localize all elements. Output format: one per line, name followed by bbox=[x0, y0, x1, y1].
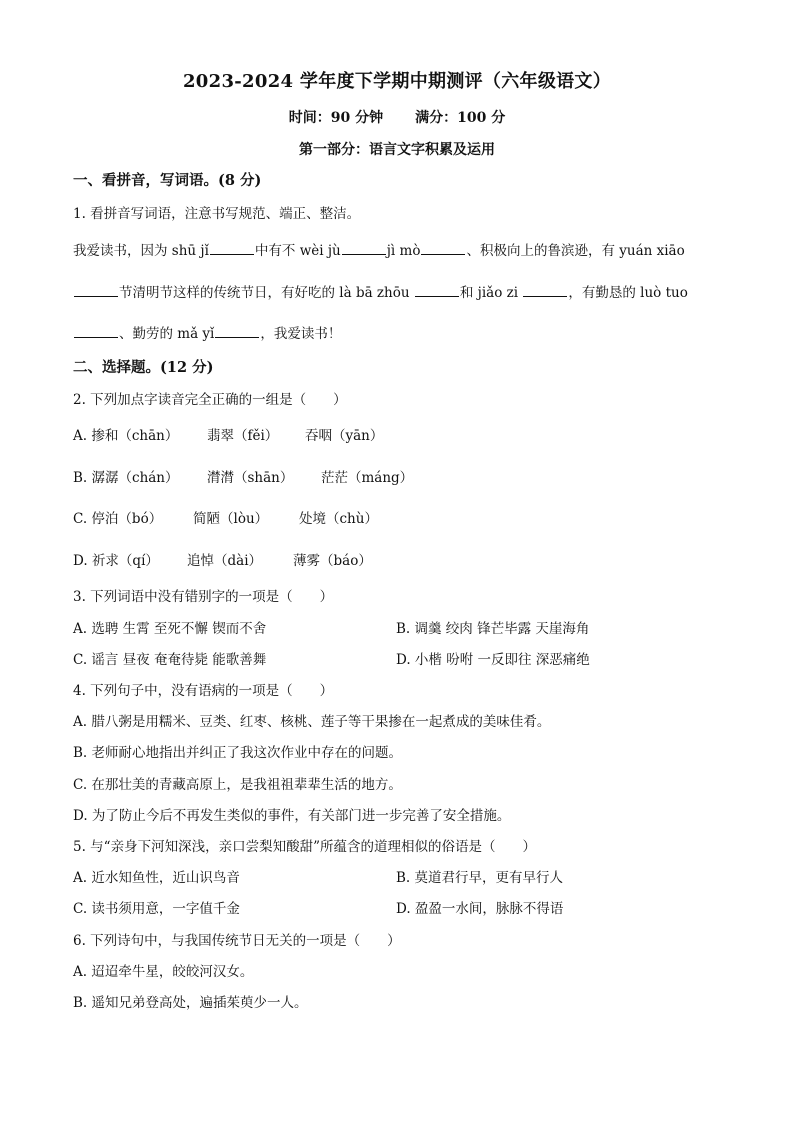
answer-blank[interactable] bbox=[210, 241, 254, 255]
q6-option-b[interactable]: B. 遥知兄弟登高处，遍插茱萸少一人。 bbox=[73, 995, 308, 1011]
q5-stem: 5. 与“亲身下河知深浅，亲口尝梨知酸甜”所蕴含的道理相似的俗语是（ ） bbox=[73, 839, 536, 855]
q3-option-b[interactable]: B. 调羹 绞肉 锋芒毕露 天崖海角 bbox=[396, 621, 590, 637]
q1-line2 bbox=[73, 283, 688, 302]
exam-score: 满分：100 分 bbox=[415, 110, 506, 126]
q3-option-a[interactable]: A. 选聘 生霄 至死不懈 锲而不舍 bbox=[73, 621, 267, 637]
q1-line3-text1: 、勤劳的 mǎ yǐ bbox=[119, 326, 215, 342]
q1-line1-text3: jì mò bbox=[386, 243, 421, 259]
q1-stem: 1. 看拼音写词语，注意书写规范、端正、整洁。 bbox=[73, 206, 361, 222]
q6-option-a[interactable]: A. 迢迢牵牛星，皎皎河汉女。 bbox=[73, 964, 254, 980]
q1-line1-text2: 中有不 wèi jù bbox=[254, 243, 341, 259]
q2-a-3: 吞咽（yān） bbox=[305, 428, 384, 444]
q2-option-b[interactable] bbox=[73, 469, 413, 487]
section1-heading: 一、看拼音，写词语。(8 分) bbox=[73, 172, 262, 189]
q2-a-2: 翡翠（fěi） bbox=[207, 428, 279, 444]
q4-stem: 4. 下列句子中，没有语病的一项是（ ） bbox=[73, 683, 334, 699]
answer-blank[interactable] bbox=[421, 241, 465, 255]
exam-time: 时间：90 分钟 bbox=[288, 110, 384, 126]
q3-option-d[interactable]: D. 小楷 吩咐 一反即往 深恶痛绝 bbox=[396, 652, 590, 668]
q2-c-1: C. 停泊（bó） bbox=[73, 511, 163, 527]
q2-b-1: B. 潺潺（chán） bbox=[73, 470, 179, 486]
q4-option-b[interactable]: B. 老师耐心地指出并纠正了我这次作业中存在的问题。 bbox=[73, 745, 403, 761]
q2-option-c[interactable] bbox=[73, 510, 378, 528]
q1-line1-text4: 、积极向上的鲁滨逊，有 yuán xiāo bbox=[466, 243, 685, 259]
q1-line3-text2: ，我爱读书！ bbox=[260, 326, 342, 342]
q1-line2-text2: 和 jiǎo zi bbox=[459, 285, 519, 301]
q2-b-2: 潸潸（shān） bbox=[207, 470, 294, 486]
q2-a-1: A. 掺和（chān） bbox=[73, 428, 179, 444]
q2-d-3: 薄雾（báo） bbox=[293, 553, 372, 569]
q1-line1 bbox=[73, 241, 685, 260]
q5-option-a[interactable]: A. 近水知鱼性，近山识鸟音 bbox=[73, 870, 240, 886]
q4-option-d[interactable]: D. 为了防止今后不再发生类似的事件，有关部门进一步完善了安全措施。 bbox=[73, 808, 511, 824]
answer-blank[interactable] bbox=[74, 324, 118, 338]
answer-blank[interactable] bbox=[74, 283, 118, 297]
q2-c-2: 简陋（lòu） bbox=[193, 511, 269, 527]
exam-title: 2023-2024 学年度下学期中期测评（六年级语文） bbox=[182, 71, 612, 92]
section2-heading: 二、选择题。(12 分) bbox=[73, 359, 214, 376]
q1-line2-text1: 节清明节这样的传统节日，有好吃的 là bā zhōu bbox=[119, 285, 410, 301]
answer-blank[interactable] bbox=[415, 283, 459, 297]
q4-option-a[interactable]: A. 腊八粥是用糯米、豆类、红枣、核桃、莲子等干果掺在一起煮成的美味佳肴。 bbox=[73, 714, 551, 730]
q5-option-b[interactable]: B. 莫道君行早，更有早行人 bbox=[396, 870, 564, 886]
answer-blank[interactable] bbox=[523, 283, 567, 297]
q2-c-3: 处境（chù） bbox=[299, 511, 378, 527]
q4-option-c[interactable]: C. 在那壮美的青藏高原上，是我祖祖辈辈生活的地方。 bbox=[73, 777, 402, 793]
exam-meta bbox=[0, 109, 794, 127]
q2-b-3: 茫茫（máng） bbox=[321, 470, 414, 486]
q1-line3 bbox=[73, 324, 341, 343]
q5-option-d[interactable]: D. 盈盈一水间，脉脉不得语 bbox=[396, 901, 564, 917]
answer-blank[interactable] bbox=[342, 241, 386, 255]
q3-stem: 3. 下列词语中没有错别字的一项是（ ） bbox=[73, 589, 334, 605]
q2-stem: 2. 下列加点字读音完全正确的一组是（ ） bbox=[73, 392, 347, 408]
q2-d-2: 追悼（dài） bbox=[187, 553, 263, 569]
q2-option-d[interactable] bbox=[73, 552, 372, 570]
q5-option-c[interactable]: C. 读书须用意，一字值千金 bbox=[73, 901, 240, 917]
q6-stem: 6. 下列诗句中，与我国传统节日无关的一项是（ ） bbox=[73, 933, 401, 949]
q1-line2-text3: ，有勤恳的 luò tuo bbox=[568, 285, 688, 301]
q2-option-a[interactable] bbox=[73, 427, 383, 445]
q3-option-c[interactable]: C. 谣言 昼夜 奄奄待毙 能歌善舞 bbox=[73, 652, 267, 668]
answer-blank[interactable] bbox=[215, 324, 259, 338]
q2-d-1: D. 祈求（qí） bbox=[73, 553, 159, 569]
q1-line1-text1: 我爱读书，因为 shū jǐ bbox=[73, 243, 209, 259]
part-heading: 第一部分：语言文字积累及运用 bbox=[299, 142, 495, 158]
